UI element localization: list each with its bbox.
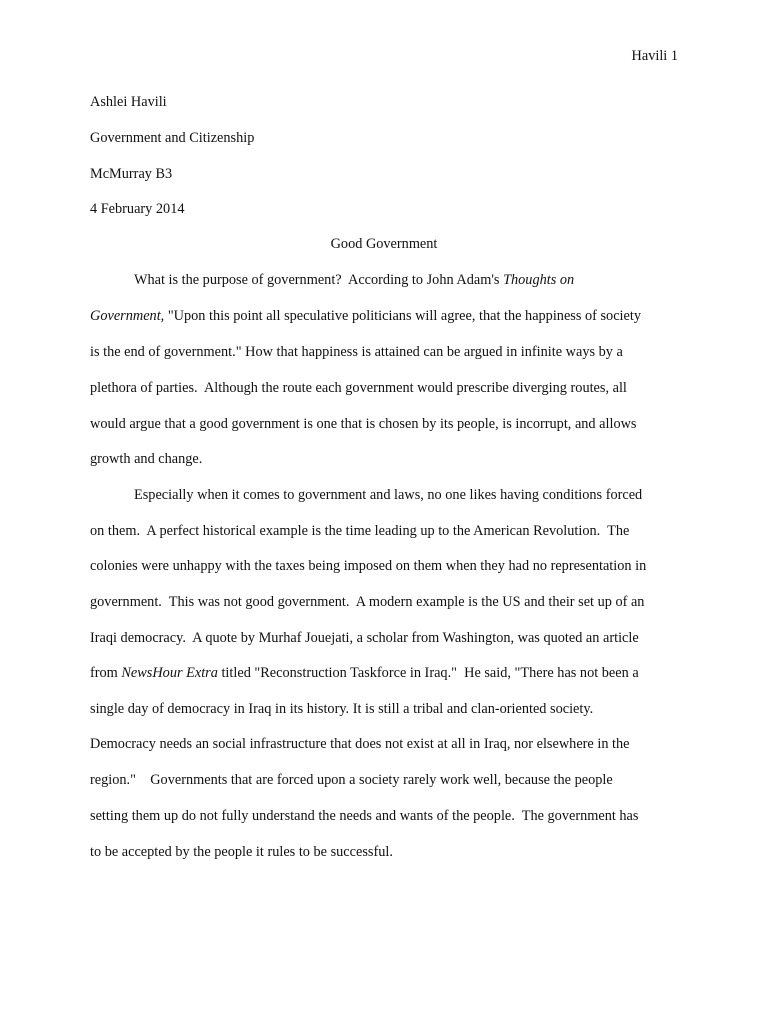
author-name: Ashlei Havili bbox=[90, 94, 167, 110]
paragraph-line: to be accepted by the people it rules to be successful. bbox=[90, 844, 393, 860]
instructor-period: McMurray B3 bbox=[90, 166, 173, 182]
text-run: titled "Reconstruction Taskforce in Iraq." He said, "There has not been a bbox=[217, 665, 639, 681]
paragraph-line: region." Governments that are forced upon a society rarely work well, because the people bbox=[90, 772, 613, 788]
paragraph-line: would argue that a good government is one that is chosen by its people, is incorrupt, and allows bbox=[90, 416, 637, 432]
paragraph-line: single day of democracy in Iraq in its history. It is still a tribal and clan-oriented society. bbox=[90, 701, 594, 717]
paragraph-line bbox=[134, 270, 574, 290]
paragraph-line: Democracy needs an social infrastructure that does not exist at all in Iraq, nor elsewhere in the bbox=[90, 736, 630, 752]
paragraph-line: plethora of parties. Although the route each government would prescribe diverging routes, all bbox=[90, 380, 627, 396]
text-run: What is the purpose of government? According to John Adam's bbox=[134, 272, 504, 288]
paragraph-line: Especially when it comes to government and laws, no one likes having conditions forced bbox=[134, 487, 643, 503]
paragraph-line: government. This was not good government. A modern example is the US and their set up of an bbox=[90, 594, 645, 610]
book-title-italic: Thoughts on bbox=[503, 272, 575, 288]
paragraph-line bbox=[90, 663, 639, 683]
paragraph-line: growth and change. bbox=[90, 451, 203, 467]
book-title-italic: Government, bbox=[90, 308, 165, 324]
text-run: "Upon this point all speculative politicians will agree, that the happiness of society bbox=[164, 308, 641, 324]
paragraph-line: is the end of government." How that happiness is attained can be argued in infinite ways by a bbox=[90, 344, 623, 360]
essay-date: 4 February 2014 bbox=[90, 201, 185, 217]
paragraph-line: Iraqi democracy. A quote by Murhaf Jouejati, a scholar from Washington, was quoted an article bbox=[90, 630, 639, 646]
text-run: from bbox=[90, 665, 122, 681]
paragraph-line: setting them up do not fully understand the needs and wants of the people. The government has bbox=[90, 808, 639, 824]
paragraph-line: on them. A perfect historical example is the time leading up to the American Revolution. The bbox=[90, 523, 630, 539]
paragraph-line bbox=[90, 306, 641, 326]
paragraph-line: colonies were unhappy with the taxes being imposed on them when they had no representation in bbox=[90, 558, 647, 574]
essay-title: Good Government bbox=[330, 236, 438, 252]
course-name: Government and Citizenship bbox=[90, 130, 255, 146]
running-header-page-number: Havili 1 bbox=[631, 48, 678, 64]
publication-title-italic: NewsHour Extra bbox=[121, 665, 218, 681]
